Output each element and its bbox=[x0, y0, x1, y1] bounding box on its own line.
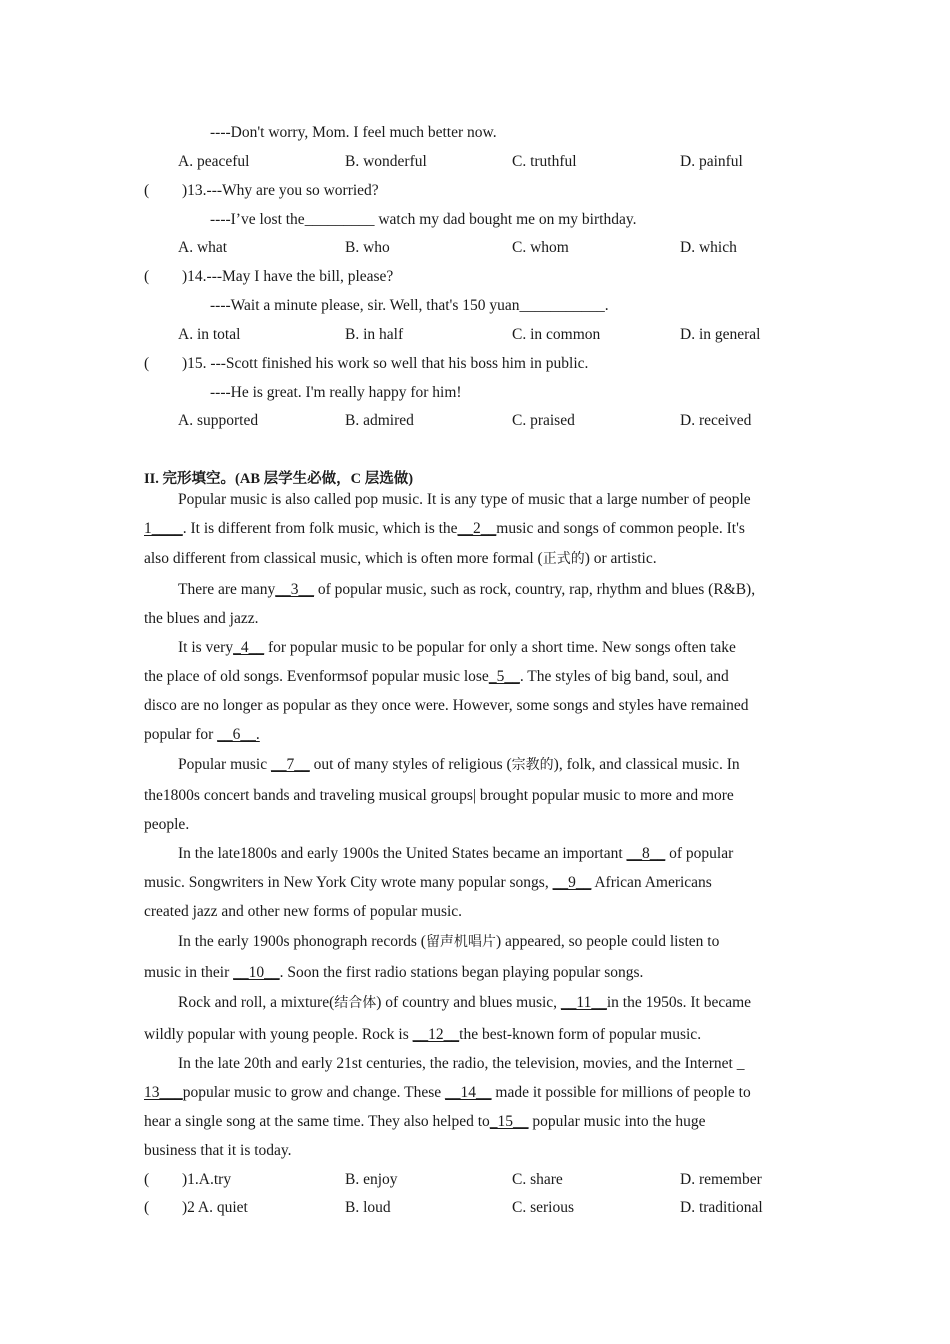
q14-stem: )14.---May I have the bill, please? bbox=[182, 268, 394, 285]
passage-line: the blues and jazz. bbox=[144, 610, 259, 627]
a1-stem: )1.A.try bbox=[182, 1171, 232, 1188]
q12-option-a: A. peaceful bbox=[178, 153, 250, 170]
q14-option-d: D. in general bbox=[680, 326, 761, 343]
q13-answer-paren: ( bbox=[144, 182, 150, 199]
blank-9: __9__ bbox=[552, 874, 592, 891]
passage-line: created jazz and other new forms of popular music. bbox=[144, 903, 463, 920]
passage-line: 13___popular music to grow and change. These __14__ made it possible for millions of people to bbox=[144, 1084, 751, 1101]
q13-option-c: C. whom bbox=[512, 239, 569, 256]
q15-option-b: B. admired bbox=[345, 412, 414, 429]
passage-line: 1____. It is different from folk music, which is the__2__music and songs of common people. It's bbox=[144, 520, 745, 537]
q13-option-b: B. who bbox=[345, 239, 390, 256]
q13-option-d: D. which bbox=[680, 239, 737, 256]
section-heading: II. 完形填空。(AB 层学生必做，C 层选做) bbox=[144, 471, 414, 487]
a1-answer-paren: ( bbox=[144, 1171, 150, 1188]
passage-line: business that it is today. bbox=[144, 1142, 292, 1159]
blank-7: __7__ bbox=[271, 756, 310, 773]
q13-option-a: A. what bbox=[178, 239, 228, 256]
passage-line: wildly popular with young people. Rock is __12__the best-known form of popular music. bbox=[144, 1026, 702, 1043]
passage-line: also different from classical music, which is often more formal (正式的) or artistic. bbox=[144, 550, 657, 567]
passage-line: Rock and roll, a mixture(结合体) of country and blues music, __11__in the 1950s. It became bbox=[178, 994, 752, 1011]
a2-stem: )2 A. quiet bbox=[182, 1199, 248, 1216]
q15-stem: )15. ---Scott finished his work so well that his boss him in public. bbox=[182, 355, 589, 372]
passage-line: In the early 1900s phonograph records (留声机唱片) appeared, so people could listen to bbox=[178, 933, 720, 950]
blank-11: __11__ bbox=[560, 994, 607, 1011]
q15-option-a: A. supported bbox=[178, 412, 259, 429]
a2-option-b: B. loud bbox=[345, 1199, 391, 1216]
q15-answer-paren: ( bbox=[144, 355, 150, 372]
passage-line: the place of old songs. Evenformsof popular music lose_5__. The styles of big band, soul, and bbox=[144, 668, 729, 685]
q13-blank: _________ bbox=[304, 211, 375, 228]
a1-option-d: D. remember bbox=[680, 1171, 762, 1188]
q15-option-c: C. praised bbox=[512, 412, 575, 429]
blank-10: __10__ bbox=[233, 964, 280, 981]
q14-option-b: B. in half bbox=[345, 326, 404, 343]
blank-6: __6__. bbox=[217, 726, 260, 743]
blank-12: __12__ bbox=[412, 1026, 460, 1043]
passage-line: music in their __10__. Soon the first radio stations began playing popular songs. bbox=[144, 964, 644, 981]
q14-answer-paren: ( bbox=[144, 268, 150, 285]
blank-5: _5__ bbox=[488, 668, 520, 685]
q13-reply: ----I’ve lost the_________ watch my dad bought me on my birthday. bbox=[210, 211, 637, 228]
q14-option-c: C. in common bbox=[512, 326, 601, 343]
q13-stem: )13.---Why are you so worried? bbox=[182, 182, 379, 199]
passage-line: It is very_4__ for popular music to be popular for only a short time. New songs often take bbox=[178, 639, 736, 656]
passage-line: the1800s concert bands and traveling musical groups| brought popular music to more and more bbox=[144, 787, 734, 804]
a2-option-d: D. traditional bbox=[680, 1199, 763, 1216]
q14-blank: ___________ bbox=[519, 297, 605, 314]
blank-13: 13___ bbox=[144, 1084, 183, 1101]
passage-line: There are many__3__ of popular music, such as rock, country, rap, rhythm and blues (R&B), bbox=[178, 581, 756, 598]
passage-line: In the late1800s and early 1900s the United States became an important __8__ of popular bbox=[178, 845, 734, 862]
q15-option-d: D. received bbox=[680, 412, 752, 429]
q14-reply: ----Wait a minute please, sir. Well, that's 150 yuan___________. bbox=[210, 297, 609, 314]
blank-14: __14__ bbox=[445, 1084, 492, 1101]
passage-line: Popular music __7__ out of many styles of religious (宗教的), folk, and classical music. In bbox=[178, 756, 740, 773]
a2-option-c: C. serious bbox=[512, 1199, 574, 1216]
blank-4: _4__ bbox=[233, 639, 265, 656]
q14-option-a: A. in total bbox=[178, 326, 241, 343]
passage-line: popular for __6__. bbox=[144, 726, 260, 743]
q15-reply: ----He is great. I'm really happy for him! bbox=[210, 384, 462, 401]
passage-line: people. bbox=[144, 816, 190, 833]
blank-8: __8__ bbox=[626, 845, 666, 862]
q12-option-d: D. painful bbox=[680, 153, 743, 170]
a2-answer-paren: ( bbox=[144, 1199, 150, 1216]
q12-reply: ----Don't worry, Mom. I feel much better now. bbox=[210, 124, 497, 141]
blank-3: __3__ bbox=[275, 581, 314, 598]
a1-option-c: C. share bbox=[512, 1171, 563, 1188]
blank-15: _15__ bbox=[489, 1113, 529, 1130]
passage-line: In the late 20th and early 21st centuries, the radio, the television, movies, and the Internet _ bbox=[178, 1055, 745, 1072]
blank-2: __2__ bbox=[457, 520, 497, 537]
passage-line: disco are no longer as popular as they once were. However, some songs and styles have remained bbox=[144, 697, 749, 714]
passage-line: Popular music is also called pop music. It is any type of music that a large number of people bbox=[178, 491, 751, 508]
passage-line: hear a single song at the same time. They also helped to_15__ popular music into the huge bbox=[144, 1113, 706, 1130]
q12-option-b: B. wonderful bbox=[345, 153, 427, 170]
a1-option-b: B. enjoy bbox=[345, 1171, 398, 1188]
blank-1: 1____ bbox=[144, 520, 183, 537]
q12-option-c: C. truthful bbox=[512, 153, 577, 170]
passage-line: music. Songwriters in New York City wrote many popular songs, __9__ African Americans bbox=[144, 874, 712, 891]
